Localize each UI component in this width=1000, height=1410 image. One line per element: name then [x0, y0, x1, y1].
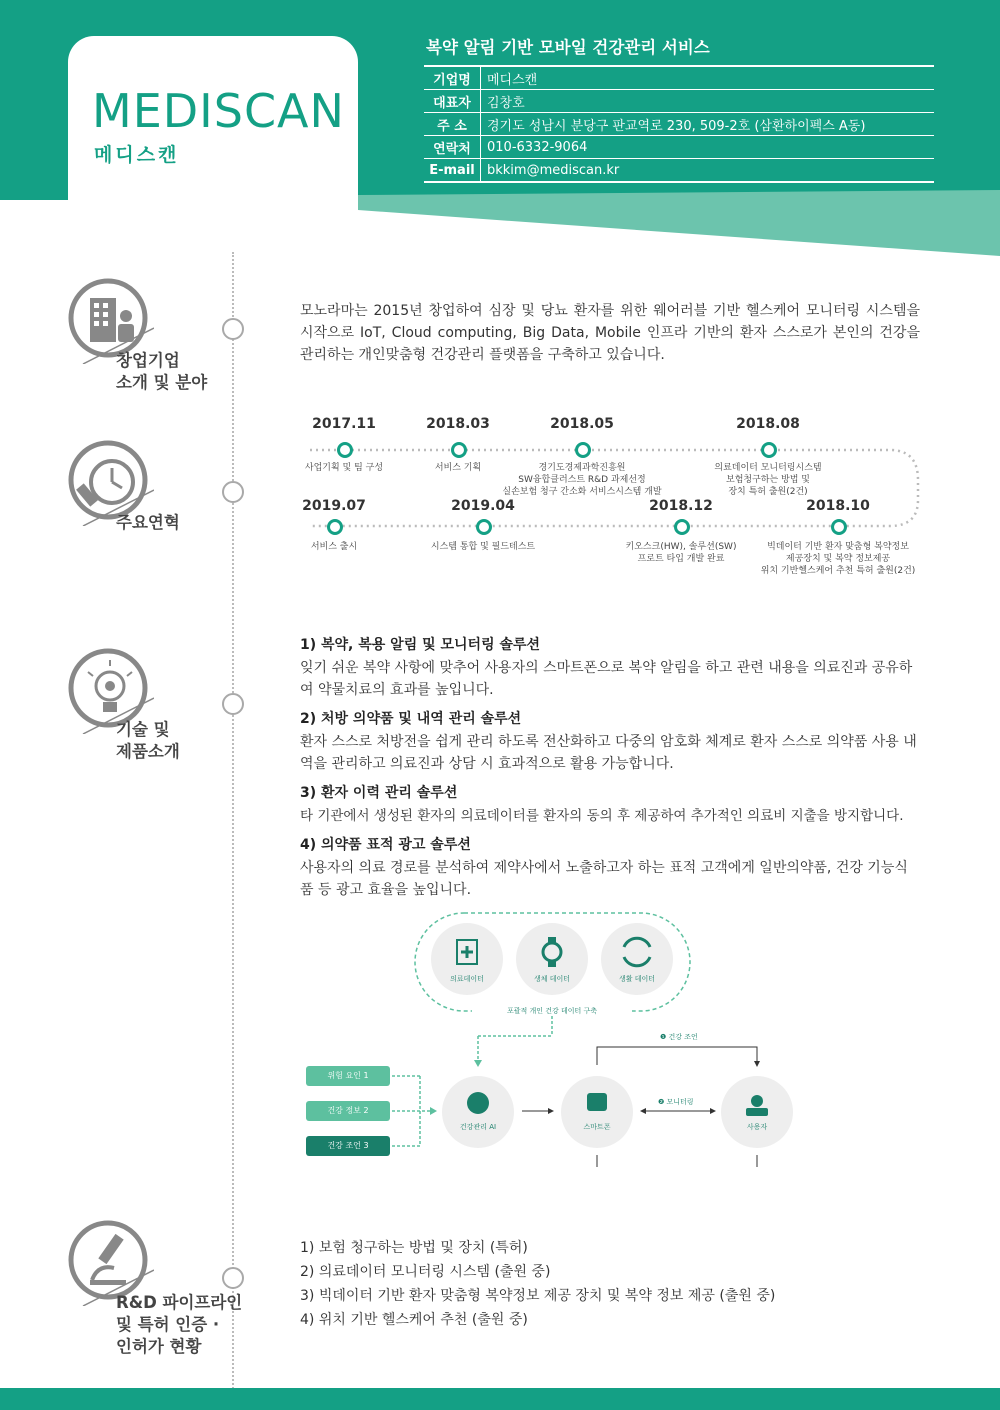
section-label-line: 창업기업: [116, 351, 180, 370]
section-label-line: 기술 및: [116, 720, 170, 739]
solution-title: 2) 처방 의약품 및 내역 관리 솔루션: [300, 711, 522, 727]
diagram-arrow-label: ❷ 모니터링: [658, 1098, 694, 1106]
diagram-arrow-label: ❶ 건강 조언: [660, 1033, 698, 1041]
diagram-pill: 건강 정보 2: [306, 1101, 390, 1121]
list-item: 1) 보험 청구하는 방법 및 장치 (특허): [300, 1240, 528, 1256]
diagram-label: 의료데이터: [450, 975, 484, 983]
timeline-date: 2018.05: [550, 416, 614, 432]
timeline-date: 2018.03: [426, 416, 490, 432]
timeline-node: [222, 1267, 244, 1289]
list-item: 4) 위치 기반 헬스케어 추천 (출원 중): [300, 1312, 528, 1328]
timeline-node: [222, 481, 244, 503]
section-label: [116, 719, 180, 763]
timeline-dot: [337, 442, 353, 458]
diagram-label: 생활 데이터: [618, 975, 656, 983]
info-value: 김창호: [481, 90, 935, 113]
timeline-desc: 사업기획 및 팀 구성: [304, 463, 384, 473]
section-label: [116, 1292, 242, 1358]
timeline-node: [222, 318, 244, 340]
vertical-divider: [232, 252, 234, 1392]
timeline-desc: 서비스 기획: [434, 463, 482, 473]
solution-body: 환자 스스로 처방전을 쉽게 관리 하도록 전산화하고 다중의 암호화 체계로 환자 스스로 의약품 사용 내역을 관리하고 의료진과 상담 시 효과적으로 활용 가능합니다.: [300, 734, 917, 772]
timeline-dot: [674, 519, 690, 535]
timeline-date: 2017.11: [312, 416, 376, 432]
timeline-date: 2019.07: [302, 498, 366, 514]
timeline-date: 2018.12: [649, 498, 713, 514]
timeline-desc: 빅데이터 기반 환자 맞춤형 복약정보 제공장치 및 복약 정보제공 위치 기반헬스케어 추천 특허 출원(2건): [760, 542, 916, 576]
timeline-desc: 시스템 통합 및 필드테스트: [430, 542, 536, 552]
diagram-pill: 위험 요인 1: [306, 1066, 390, 1086]
info-row: [424, 159, 934, 183]
timeline-dot: [451, 442, 467, 458]
timeline-desc: 경기도경제과학진흥원 SW융합클러스트 R&D 과제선정 실손보험 청구 간소화 서비스시스템 개발: [502, 463, 662, 497]
timeline-dot: [761, 442, 777, 458]
list-item: 3) 빅데이터 기반 환자 맞춤형 복약정보 제공 장치 및 복약 정보 제공 (출원 중): [300, 1288, 776, 1304]
rnd-list: [300, 1236, 920, 1332]
footer-bar: [0, 1388, 1000, 1410]
logo-text: MEDISCAN: [92, 84, 345, 138]
info-key: E-mail: [424, 159, 481, 183]
info-key: 대표자: [424, 90, 481, 113]
diagram-caption: 포괄적 개인 건강 데이터 구축: [472, 1006, 632, 1016]
timeline-dot: [575, 442, 591, 458]
timeline-desc: 의료데이터 모니터링시스템 보험청구하는 방법 및 장치 특허 출원(2건): [714, 463, 822, 497]
diagram-label: 건강관리 AI: [459, 1123, 497, 1131]
info-value: 010-6332-9064: [481, 136, 935, 159]
logo-korean: 메디스캔: [94, 144, 180, 166]
timeline-desc: 키오스크(HW), 솔루션(SW) 프로트 타입 개발 완료: [625, 542, 737, 564]
section-label: [116, 350, 207, 394]
diagram-label: 사용자: [746, 1123, 768, 1131]
info-row: [424, 113, 934, 136]
info-key: 기업명: [424, 66, 481, 90]
solution-body: 잊기 쉬운 복약 사항에 맞추어 사용자의 스마트폰으로 복약 알림을 하고 관련 내용을 의료진과 공유하여 약물치료의 효과를 높입니다.: [300, 660, 913, 698]
diagram-label: 생체 데이터: [533, 975, 571, 983]
section-label-line: 및 특허 인증 ·: [116, 1315, 220, 1334]
intro-paragraph: 모노라마는 2015년 창업하여 심장 및 당뇨 환자를 위한 웨어러블 기반 헬스케어 모니터링 시스템을 시작으로 IoT, Cloud computing, Big Data, Mobile 인프라 기반의 환자 스스로가 본인의 건강을 관리하는 개인맞춤형 건강관리 플랫폼을 구축하고 있습니다.: [300, 303, 920, 363]
timeline-node: [222, 693, 244, 715]
diagram-pill: 건강 조언 3: [306, 1136, 390, 1156]
service-diagram: [300, 905, 800, 1175]
info-row: [424, 66, 934, 90]
info-value: bkkim@mediscan.kr: [481, 159, 935, 183]
info-row: [424, 136, 934, 159]
timeline-date: 2018.10: [806, 498, 870, 514]
solution-title: 4) 의약품 표적 광고 솔루션: [300, 837, 471, 853]
timeline-date: 2019.04: [451, 498, 515, 514]
info-value: 메디스캔: [481, 66, 935, 90]
info-key: 주 소: [424, 113, 481, 136]
diagram-label: 스마트폰: [583, 1123, 611, 1131]
solutions-list: [300, 634, 920, 901]
info-value: 경기도 성남시 분당구 판교역로 230, 509-2호 (삼환하이펙스 A동): [481, 113, 935, 136]
solution-title: 1) 복약, 복용 알림 및 모니터링 솔루션: [300, 637, 541, 653]
timeline-dot: [476, 519, 492, 535]
timeline-dot: [327, 519, 343, 535]
list-item: 2) 의료데이터 모니터링 시스템 (출원 중): [300, 1264, 551, 1280]
section-label-line: 인허가 현황: [116, 1337, 202, 1356]
timeline-date: 2018.08: [736, 416, 800, 432]
section-label-line: 소개 및 분야: [116, 373, 208, 392]
info-row: [424, 90, 934, 113]
section-label-line: R&D 파이프라인: [116, 1293, 243, 1312]
page-title: 복약 알림 기반 모바일 건강관리 서비스: [426, 38, 710, 57]
solution-body: 타 기관에서 생성된 환자의 의료데이터를 환자의 동의 후 제공하여 추가적인 의료비 지출을 방지합니다.: [300, 808, 904, 824]
info-key: 연락처: [424, 136, 481, 159]
company-info-table: [424, 65, 934, 183]
solution-title: 3) 환자 이력 관리 솔루션: [300, 785, 458, 801]
section-label: 주요연혁: [116, 513, 180, 532]
timeline-desc: 서비스 출시: [310, 542, 358, 552]
timeline-dot: [831, 519, 847, 535]
solution-body: 사용자의 의료 경로를 분석하여 제약사에서 노출하고자 하는 표적 고객에게 일반의약품, 건강 기능식품 등 광고 효율을 높입니다.: [300, 860, 908, 898]
section-label-line: 제품소개: [116, 742, 180, 761]
